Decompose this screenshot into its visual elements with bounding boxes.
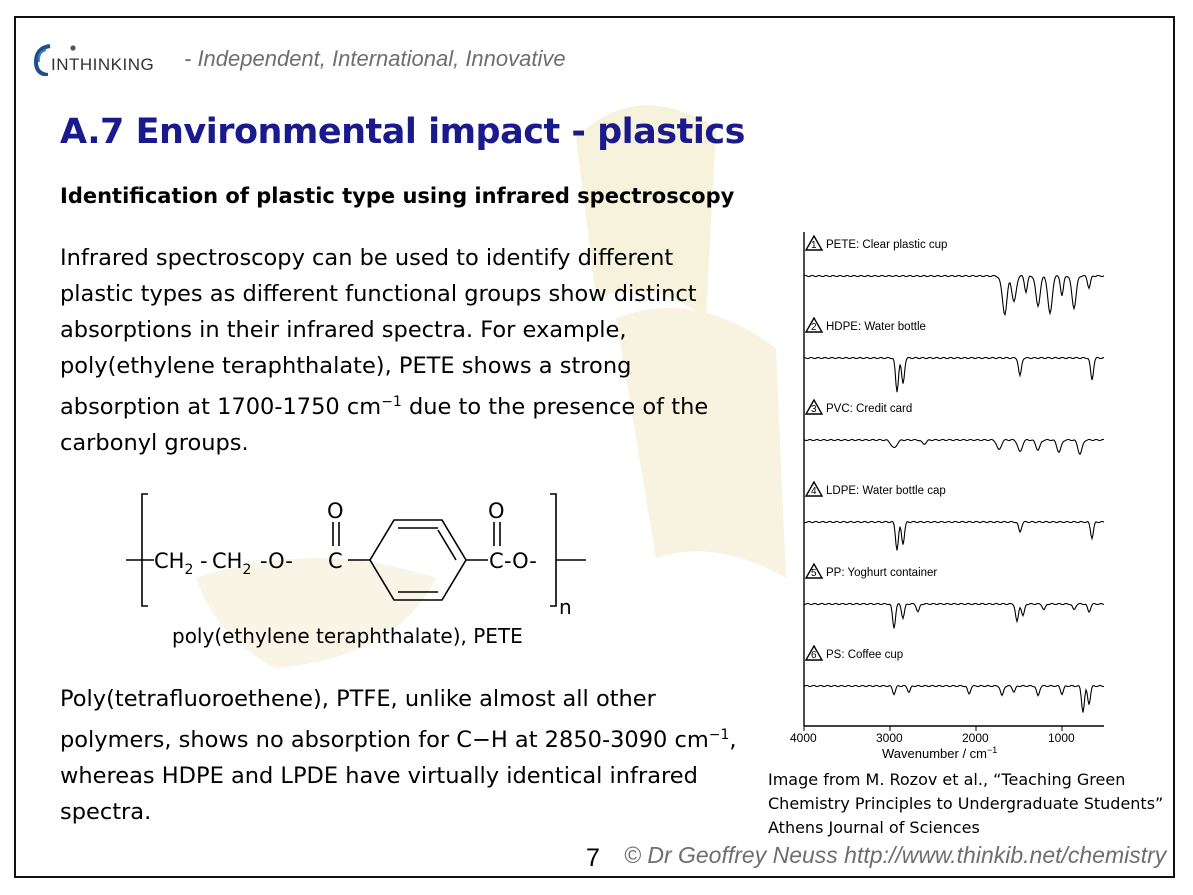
resin-code: 4 bbox=[811, 486, 817, 497]
spectrum-label: PS: Coffee cup bbox=[826, 649, 904, 661]
spectrum-label: PP: Yoghurt container bbox=[826, 567, 938, 579]
spectrum-label: HDPE: Water bottle bbox=[826, 321, 926, 333]
svg-text:INTHINKING: INTHINKING bbox=[51, 55, 155, 74]
svg-text:-: - bbox=[200, 549, 208, 573]
ptfe-paragraph bbox=[60, 681, 750, 830]
intro-text: Infrared spectroscopy can be used to identify different plastic types as different functional groups show distinct absorptions in their infrared spectra. For example, poly(ethylene teraphthalate), PETE shows a strong absorption at 1700-1750 cm bbox=[60, 245, 697, 420]
credit-line-3: Athens Journal of Sciences bbox=[768, 818, 980, 837]
pete-structure-diagram bbox=[126, 488, 596, 618]
carbonyl-oxygen-1: O bbox=[327, 499, 344, 523]
x-axis-label: Wavenumber / $cm^{-1}$ bbox=[882, 745, 998, 761]
ptfe-text-end: , whereas HDPE and LPDE have virtually identical infrared spectra. bbox=[60, 727, 737, 825]
resin-code: 3 bbox=[811, 404, 817, 415]
inthinking-logo bbox=[34, 42, 184, 76]
credit-line-1: Image from M. Rozov et al., “Teaching Green bbox=[768, 770, 1126, 789]
resin-code: 6 bbox=[811, 650, 817, 661]
spectrum-label: LDPE: Water bottle cap bbox=[826, 485, 946, 497]
carbonyl-carbon-2: C bbox=[489, 549, 504, 573]
carbonyl-carbon-1: C bbox=[328, 549, 343, 573]
subtitle: Identification of plastic type using infrared spectroscopy bbox=[60, 184, 735, 208]
x-tick-label: 1000 bbox=[1048, 731, 1075, 745]
resin-code: 1 bbox=[811, 240, 817, 251]
resin-code: 2 bbox=[811, 322, 817, 333]
spectrum-label: PVC: Credit card bbox=[826, 403, 913, 415]
copyright-footer: © Dr Geoffrey Neuss http://www.thinkib.net/chemistry bbox=[624, 842, 1167, 868]
carbonyl-oxygen-2: O bbox=[488, 499, 505, 523]
ptfe-superscript: −1 bbox=[708, 727, 730, 743]
ester-oxygen-1: -O- bbox=[260, 549, 293, 573]
credit-line-2: Chemistry Principles to Undergraduate Students” bbox=[768, 794, 1164, 813]
ch2-group-1: $CH_2$ bbox=[154, 549, 194, 578]
x-tick-label: 3000 bbox=[876, 731, 903, 745]
repeat-unit-n: n bbox=[559, 595, 572, 618]
intro-superscript: −1 bbox=[381, 394, 402, 410]
tagline: - Independent, International, Innovative bbox=[184, 46, 566, 71]
ir-spectra-figure bbox=[786, 226, 1116, 766]
page-number: 7 bbox=[586, 844, 600, 872]
x-tick-label: 2000 bbox=[962, 731, 989, 745]
intro-text-end: due to the presence of the carbonyl groups. bbox=[60, 394, 709, 456]
ptfe-text: Poly(tetrafluoroethene), PTFE, unlike almost all other polymers, shows no absorption for C−H at 2850-3090 cm bbox=[60, 686, 709, 753]
spectrum-label: PETE: Clear plastic cup bbox=[826, 239, 948, 251]
x-tick-label: 4000 bbox=[790, 731, 817, 745]
intro-paragraph bbox=[60, 240, 750, 461]
image-credit bbox=[768, 768, 1163, 840]
resin-code: 5 bbox=[811, 568, 817, 579]
page-title: A.7 Environmental impact - plastics bbox=[60, 112, 745, 152]
ch2-group-2: $CH_2$ bbox=[212, 549, 252, 578]
ester-oxygen-2: -O- bbox=[504, 549, 537, 573]
slide bbox=[14, 16, 1175, 878]
structure-caption: poly(ethylene teraphthalate), PETE bbox=[172, 624, 523, 648]
